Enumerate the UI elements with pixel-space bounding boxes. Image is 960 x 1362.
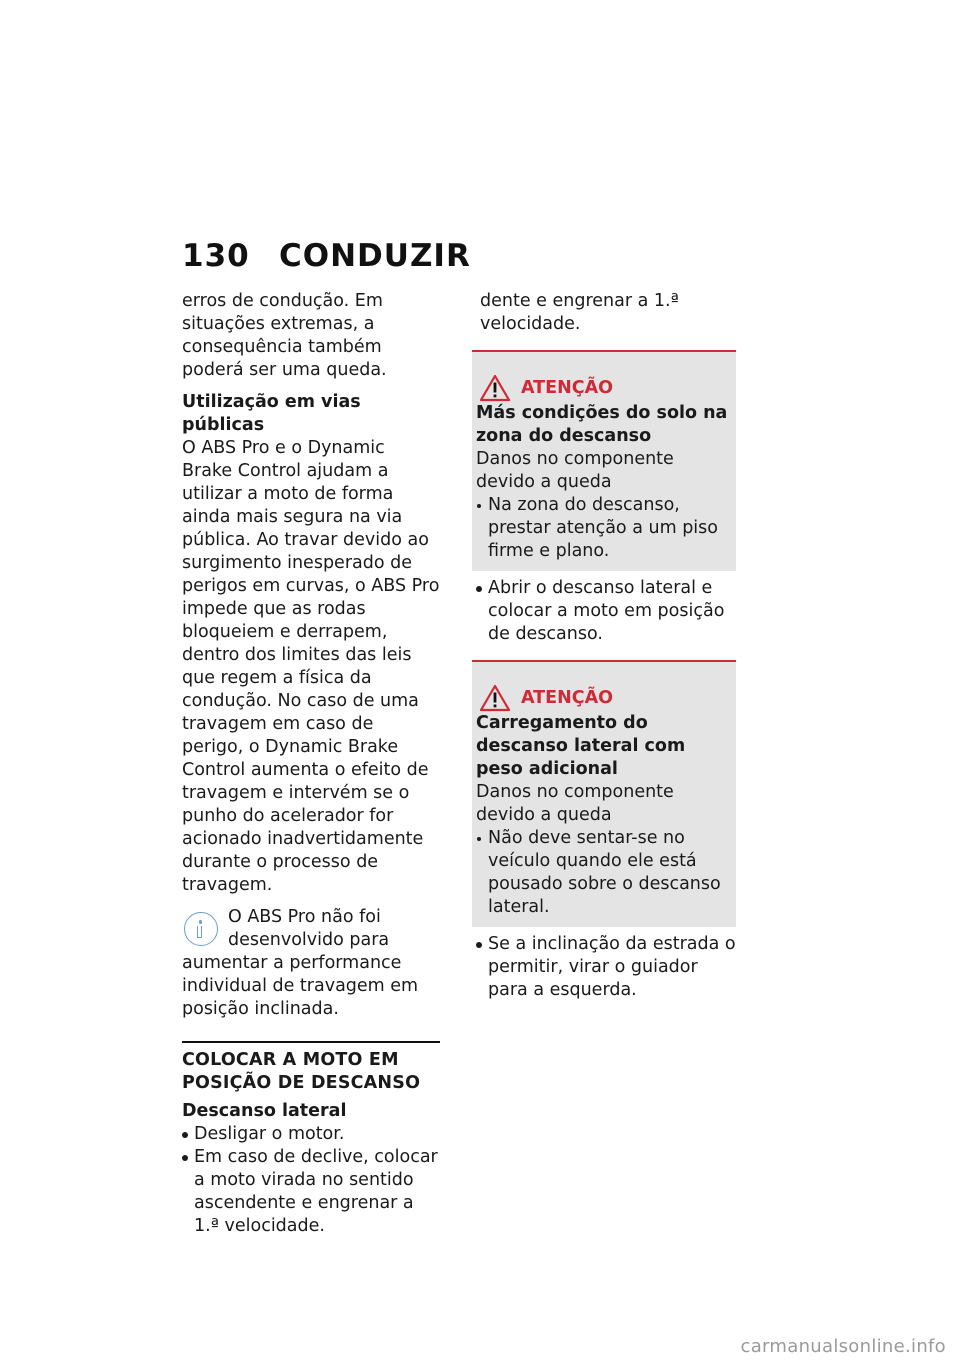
warning-triangle-icon — [479, 374, 511, 402]
warning-consequence: Danos no componente devido a queda — [476, 782, 674, 825]
list-item: Abrir o descanso lateral e colocar a moto em posição de descanso. — [476, 577, 736, 646]
list-item: Em caso de declive, colocar a moto virada no sentido ascendente e engrenar a 1.ª velocidade. — [182, 1146, 440, 1215]
warning-title: Carregamento do descanso lateral com peso adicional — [476, 713, 686, 779]
chapter-title: CONDUZIR — [279, 238, 471, 274]
warning-consequence: Danos no componente devido a queda — [476, 449, 674, 492]
info-note-text: O ABS Pro não foi desenvolvido para aumentar a performance individual de travagem em posição inclinada. — [182, 907, 419, 1019]
warning-label: ATENÇÃO — [521, 377, 613, 398]
warning-box — [472, 350, 736, 571]
right-column — [476, 290, 736, 1002]
section-divider — [182, 1041, 440, 1236]
list-item: Se a inclinação da estrada o permitir, virar o guiador para a esquerda. — [476, 933, 736, 1002]
watermark: carmanualsonline.info — [740, 1336, 946, 1357]
left-column — [182, 290, 440, 1236]
list-item: Desligar o motor. — [182, 1123, 440, 1146]
warning-item: Não deve sentar-se no veículo quando ele está pousado sobre o descanso lateral. — [476, 827, 732, 919]
section-title: COLOCAR A MOTO EM POSIÇÃO DE DESCANSO — [182, 1050, 421, 1093]
continuation-text: dente e engrenar a 1.ª velocidade. — [480, 291, 679, 334]
warning-item: Na zona do descanso, prestar atenção a um piso firme e plano. — [476, 494, 732, 563]
info-note — [182, 906, 440, 1021]
page-number: 130 — [182, 238, 250, 274]
warning-label: ATENÇÃO — [521, 687, 613, 708]
public-roads-text: O ABS Pro e o Dynamic Brake Control ajudam a utilizar a moto de forma ainda mais segura na via pública. Ao travar devido ao surgimento inesperado de perigos em curvas, o ABS Pro impede que as rodas bloqueiem e derrapem, dentro dos limites das leis que regem a física da condução. No caso de uma travagem em caso de perigo, o Dynamic Brake Control aumenta o efeito de travagem e intervém se o punho do acelerador for acionado inadvertidamente durante o processo de travagem. — [182, 438, 440, 895]
public-roads-heading: Utilização em vias públicas — [182, 392, 361, 435]
warning-triangle-icon — [479, 684, 511, 712]
page-header — [182, 238, 471, 274]
section-subheading: Descanso lateral — [182, 1101, 347, 1121]
info-icon — [184, 912, 218, 946]
warning-title: Más condições do solo na zona do descanso — [476, 403, 728, 446]
warning-box — [472, 660, 736, 927]
intro-paragraph: erros de condução. Em situações extremas, a consequência também poderá ser uma queda. — [182, 291, 387, 380]
